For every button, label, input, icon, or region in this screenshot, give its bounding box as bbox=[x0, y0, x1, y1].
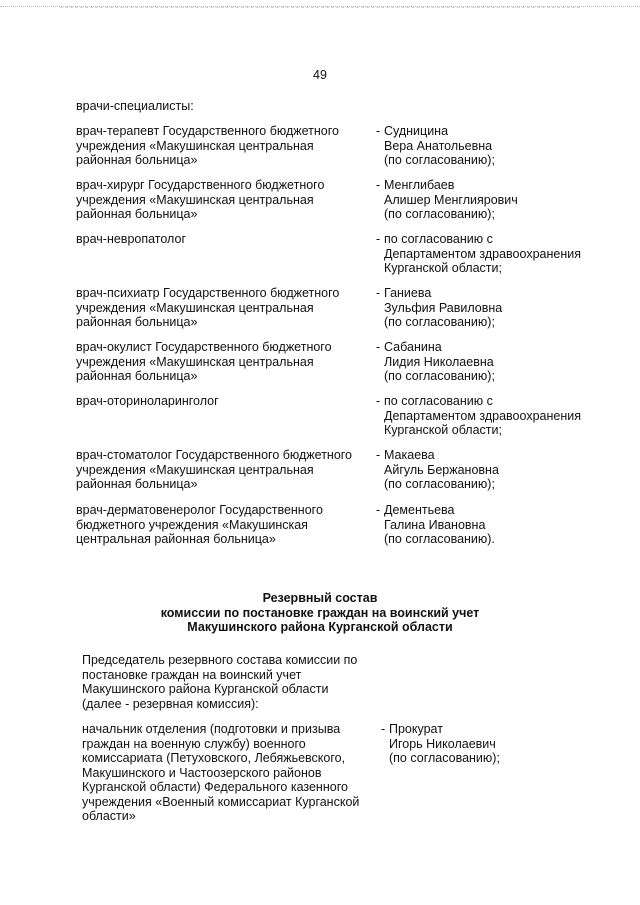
dash-separator: - bbox=[376, 178, 381, 192]
role-line: врач-оториноларинголог bbox=[76, 394, 219, 408]
name-line: Галина Ивановна bbox=[384, 517, 486, 532]
role-line: учреждения «Макушинская центральная bbox=[76, 462, 314, 477]
role-line: учреждения «Макушинская центральная bbox=[76, 192, 314, 207]
name-line: (по согласованию). bbox=[384, 532, 495, 546]
role-line: районная больница» bbox=[76, 369, 198, 383]
title-line: Резервный состав bbox=[262, 591, 378, 605]
name-line: Сабанина bbox=[384, 340, 442, 354]
role-line: районная больница» bbox=[76, 153, 198, 167]
page-number: 49 bbox=[313, 68, 327, 82]
reserve-chair-heading bbox=[82, 653, 382, 711]
member-name bbox=[384, 232, 614, 276]
name-line: Менглибаев bbox=[384, 178, 455, 192]
member-role bbox=[76, 286, 371, 330]
member-role bbox=[76, 124, 371, 168]
member-name bbox=[389, 722, 619, 766]
dash-separator: - bbox=[381, 722, 386, 736]
member-role bbox=[76, 394, 371, 409]
chair-line: постановке граждан на воинский учет bbox=[82, 667, 302, 682]
member-name bbox=[384, 286, 614, 330]
name-line: (по согласованию); bbox=[384, 153, 495, 167]
dash-separator: - bbox=[376, 394, 381, 408]
name-line: (по согласованию); bbox=[384, 369, 495, 383]
role-line: центральная районная больница» bbox=[76, 532, 276, 546]
name-line: Судницина bbox=[384, 124, 449, 138]
member-role bbox=[76, 448, 371, 492]
role-line: врач-психиатр Государственного бюджетного bbox=[76, 286, 340, 300]
name-line: (по согласованию); bbox=[384, 477, 495, 491]
member-name bbox=[384, 124, 614, 168]
name-line: Курганской области; bbox=[384, 423, 502, 437]
name-line: Дементьева bbox=[384, 503, 455, 517]
role-line: врач-стоматолог Государственного бюджетного bbox=[76, 448, 353, 462]
name-line: (по согласованию); bbox=[384, 315, 495, 329]
title-line: комиссии по постановке граждан на воинский учет bbox=[160, 605, 480, 620]
chair-line: Макушинского района Курганской области bbox=[82, 682, 329, 696]
name-line: Лидия Николаевна bbox=[384, 354, 494, 369]
role-line: учреждения «Макушинская центральная bbox=[76, 138, 314, 153]
name-line: Ганиева bbox=[384, 286, 432, 300]
role-line: врач-хирург Государственного бюджетного bbox=[76, 178, 325, 192]
role-line: врач-окулист Государственного бюджетного bbox=[76, 340, 332, 354]
member-name bbox=[384, 448, 614, 492]
name-line: по согласованию с bbox=[384, 394, 493, 408]
member-role bbox=[82, 722, 382, 824]
role-line: Макушинского и Частоозерского районов bbox=[82, 765, 322, 780]
name-line: Вера Анатольевна bbox=[384, 138, 493, 153]
name-line: Алишер Менглиярович bbox=[384, 192, 518, 207]
member-role bbox=[76, 232, 371, 247]
role-line: области» bbox=[82, 809, 136, 823]
member-role bbox=[76, 178, 371, 222]
dash-separator: - bbox=[376, 232, 381, 246]
dash-separator: - bbox=[376, 286, 381, 300]
name-line: (по согласованию); bbox=[389, 751, 500, 765]
section-heading: врачи-специалисты: bbox=[76, 99, 194, 113]
reserve-section-title bbox=[0, 591, 640, 635]
member-name bbox=[384, 503, 614, 547]
name-line: Игорь Николаевич bbox=[389, 736, 496, 751]
dash-separator: - bbox=[376, 340, 381, 354]
role-line: учреждения «Макушинская центральная bbox=[76, 300, 314, 315]
role-line: районная больница» bbox=[76, 315, 198, 329]
name-line: Прокурат bbox=[389, 722, 443, 736]
role-line: Курганской области) Федерального казенного bbox=[82, 780, 348, 794]
name-line: Айгуль Бержановна bbox=[384, 462, 499, 477]
role-line: бюджетного учреждения «Макушинская bbox=[76, 517, 308, 532]
role-line: граждан на военную службу) военного bbox=[82, 736, 306, 751]
dash-separator: - bbox=[376, 503, 381, 517]
chair-line: Председатель резервного состава комиссии по bbox=[82, 653, 358, 667]
name-line: по согласованию с bbox=[384, 232, 493, 246]
role-line: врач-невропатолог bbox=[76, 232, 186, 246]
member-name bbox=[384, 394, 614, 438]
role-line: районная больница» bbox=[76, 207, 198, 221]
role-line: учреждения «Военный комиссариат Курганской bbox=[82, 794, 360, 809]
member-name bbox=[384, 340, 614, 384]
name-line: Зульфия Равиловна bbox=[384, 300, 503, 315]
role-line: районная больница» bbox=[76, 477, 198, 491]
name-line: Департаментом здравоохранения bbox=[384, 408, 581, 423]
name-line: Курганской области; bbox=[384, 261, 502, 275]
name-line: Макаева bbox=[384, 448, 435, 462]
role-line: комиссариата (Петуховского, Лебяжьевского, bbox=[82, 751, 346, 765]
chair-line: (далее - резервная комиссия): bbox=[82, 696, 259, 711]
role-line: врач-дерматовенеролог Государственного bbox=[76, 503, 323, 517]
role-line: врач-терапевт Государственного бюджетного bbox=[76, 124, 340, 138]
dash-separator: - bbox=[376, 448, 381, 462]
member-role bbox=[76, 340, 371, 384]
top-scan-line-secondary bbox=[60, 7, 580, 8]
member-name bbox=[384, 178, 614, 222]
role-line: начальник отделения (подготовки и призыва bbox=[82, 722, 341, 736]
name-line: (по согласованию); bbox=[384, 207, 495, 221]
title-line: Макушинского района Курганской области bbox=[187, 620, 453, 634]
role-line: учреждения «Макушинская центральная bbox=[76, 354, 314, 369]
dash-separator: - bbox=[376, 124, 381, 138]
member-role bbox=[76, 503, 371, 547]
name-line: Департаментом здравоохранения bbox=[384, 246, 581, 261]
